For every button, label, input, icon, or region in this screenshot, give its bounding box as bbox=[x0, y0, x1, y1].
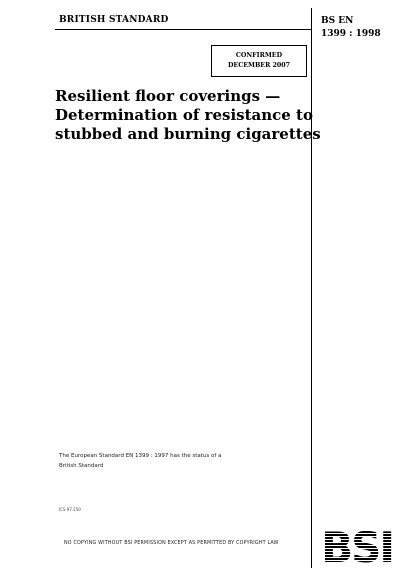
bsi-logo-text: BSI bbox=[322, 523, 392, 568]
standard-number bbox=[321, 15, 381, 41]
ics-code: ICS 97.150 bbox=[59, 507, 81, 512]
stamp-line2: DECEMBER 2007 bbox=[227, 62, 291, 69]
title-line1: Resilient floor coverings — bbox=[55, 87, 281, 105]
statement-line1: The European Standard EN 1399 : 1997 has the status of a bbox=[59, 453, 222, 459]
stamp-line1: CONFIRMED bbox=[235, 52, 283, 59]
document-type-label: BRITISH STANDARD bbox=[59, 15, 169, 25]
confirmed-stamp bbox=[211, 45, 307, 77]
header-rule bbox=[55, 29, 311, 30]
standard-number-line2: 1399 : 1998 bbox=[321, 29, 381, 39]
document-title bbox=[55, 87, 321, 144]
status-statement bbox=[59, 451, 221, 471]
vertical-rule bbox=[311, 8, 312, 568]
title-line2: Determination of resistance to bbox=[55, 106, 313, 124]
copyright-notice: NO COPYING WITHOUT BSI PERMISSION EXCEPT AS PERMITTED BY COPYRIGHT LAW bbox=[64, 541, 279, 546]
bsi-logo-icon bbox=[322, 516, 392, 568]
statement-line2: British Standard bbox=[59, 463, 104, 469]
title-line3: stubbed and burning cigarettes bbox=[55, 125, 321, 143]
standard-number-line1: BS EN bbox=[321, 16, 354, 26]
